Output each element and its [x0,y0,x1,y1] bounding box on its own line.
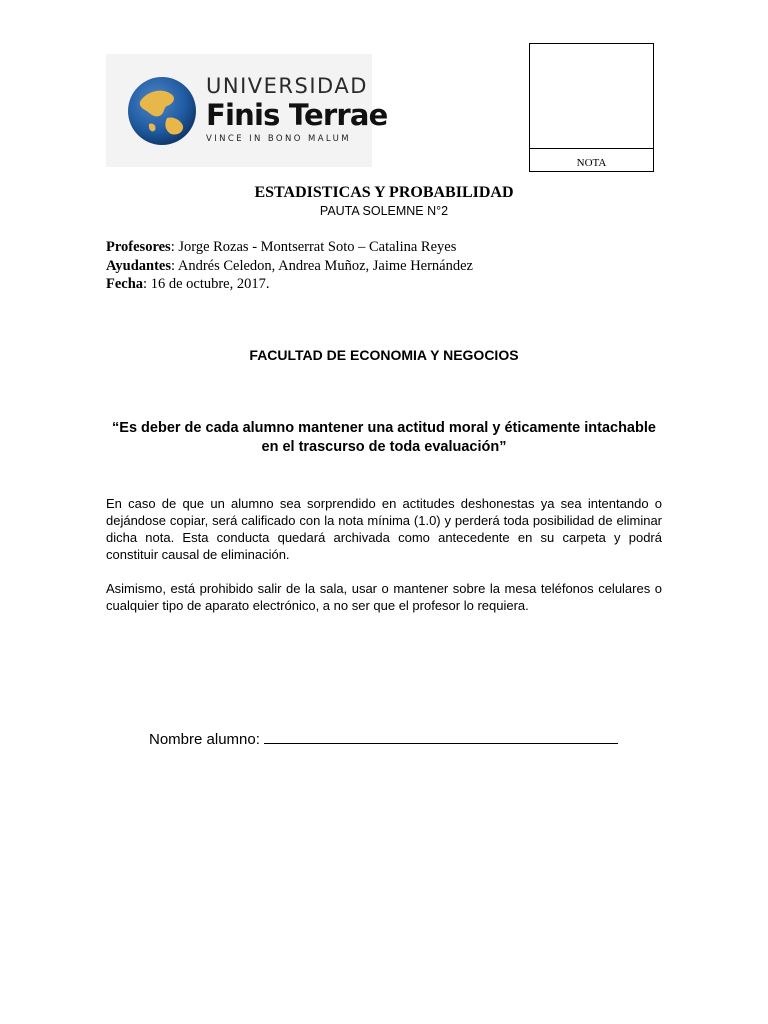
student-name-label: Nombre alumno: [149,731,260,748]
faculty-title: FACULTAD DE ECONOMIA Y NEGOCIOS [249,347,519,363]
grade-box [529,43,654,172]
date-label: Fecha [106,276,144,292]
assistants-label: Ayudantes [106,257,171,274]
professors-label: Profesores [106,239,171,255]
exam-title: PAUTA SOLEMNE N°2 [319,204,449,218]
exam-meta [106,238,473,294]
professors-line [106,238,473,257]
ethics-quote: “Es deber de cada alumno mantener una actitud moral y éticamente intachable en el trascurso de toda evaluación” [112,420,656,455]
logo-motto: VINCE IN BONO MALUM [206,134,351,144]
university-logo [106,54,388,167]
student-name-field[interactable] [264,728,618,744]
professors-value: : Jorge Rozas - Montserrat Soto – Catalina Reyes [170,239,457,255]
course-title: ESTADISTICAS Y PROBABILIDAD [254,184,514,201]
logo-line-1: UNIVERSIDAD [206,74,368,98]
assistants-line [106,257,473,276]
rules-paragraph-1: En caso de que un alumno sea sorprendido en actitudes deshonestas ya sea intentando o dejándose copiar, será calificado con la nota mínima (1.0) y perderá toda posibilidad de eliminar dicha nota. Esta conducta quedará archivada como antecedente en su carpeta y podrá constituir causal de eliminación. [106,496,662,562]
date-line [106,275,473,294]
rules-paragraph-2: Asimismo, está prohibido salir de la sala, usar o mantener sobre la mesa teléfonos celulares o cualquier tipo de aparato electrónico, a no ser que el profesor lo requiera. [106,581,662,613]
globe-icon [127,76,197,146]
grade-field[interactable] [530,44,653,149]
logo-line-2: Finis Terrae [206,98,388,132]
grade-label: NOTA [576,157,607,169]
assistants-value: : Andrés Celedon, Andrea Muñoz, Jaime Hernández [171,257,473,274]
student-name-row [149,728,618,748]
date-value: : 16 de octubre, 2017. [143,276,270,292]
